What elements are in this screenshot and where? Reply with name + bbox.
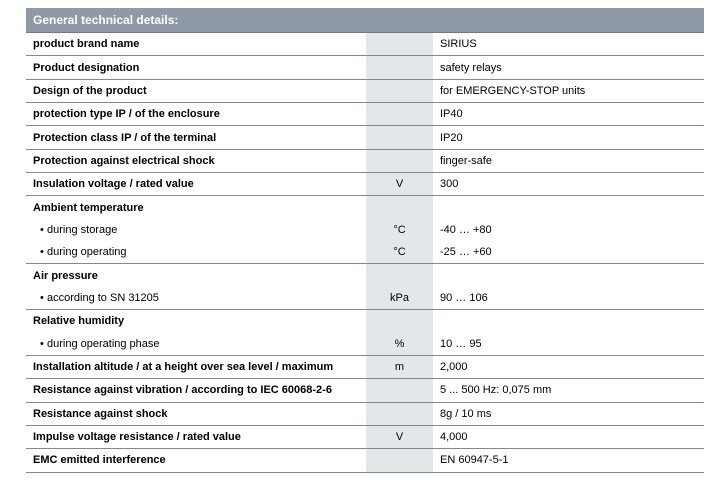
row-unit	[366, 310, 433, 333]
group-label: Relative humidity	[33, 315, 125, 328]
table-group-row	[26, 264, 704, 287]
row-label: Impulse voltage resistance / rated value	[26, 425, 366, 448]
row-label: Insulation voltage / rated value	[26, 173, 366, 196]
subrow-label: • during operating	[26, 241, 366, 264]
table-group-row	[26, 196, 704, 219]
table-subrow	[26, 332, 704, 355]
row-label: product brand name	[26, 33, 366, 56]
row-label: Resistance against vibration / according to IEC 60068-2-6	[26, 379, 366, 402]
table-row	[26, 402, 704, 425]
row-value: IP40	[433, 103, 704, 126]
row-label: Protection against electrical shock	[26, 149, 366, 172]
bullet-icon: •	[40, 223, 44, 236]
row-unit	[366, 449, 433, 472]
technical-details-table	[26, 33, 704, 473]
table-row	[26, 173, 704, 196]
row-label: Product designation	[26, 56, 366, 79]
table-subrow	[26, 287, 704, 310]
row-value: SIRIUS	[433, 33, 704, 56]
row-unit: m	[366, 355, 433, 378]
row-label: Installation altitude / at a height over sea level / maximum	[26, 355, 366, 378]
row-value: 2,000	[433, 355, 704, 378]
table-subrow	[26, 219, 704, 241]
row-value	[433, 264, 704, 287]
group-label: Ambient temperature	[33, 201, 144, 214]
row-unit	[366, 379, 433, 402]
row-unit: V	[366, 173, 433, 196]
table-row	[26, 103, 704, 126]
row-unit: °C	[366, 219, 433, 241]
table-row	[26, 33, 704, 56]
row-unit: V	[366, 425, 433, 448]
row-label: EMC emitted interference	[26, 449, 366, 472]
row-label: Design of the product	[26, 79, 366, 102]
table-row	[26, 79, 704, 102]
row-unit	[366, 196, 433, 219]
row-unit	[366, 402, 433, 425]
table-subrow	[26, 241, 704, 264]
row-value: EN 60947-5-1	[433, 449, 704, 472]
subrow-label: • during operating phase	[26, 332, 366, 355]
row-value: 10 … 95	[433, 332, 704, 355]
table-row	[26, 379, 704, 402]
table-row	[26, 449, 704, 472]
table-row	[26, 425, 704, 448]
table-row	[26, 149, 704, 172]
row-value: -25 … +60	[433, 241, 704, 264]
row-value	[433, 310, 704, 333]
table-row	[26, 126, 704, 149]
subrow-label: • during storage	[40, 223, 118, 236]
row-value: IP20	[433, 126, 704, 149]
table-group-row	[26, 310, 704, 333]
row-unit	[366, 56, 433, 79]
row-value	[433, 196, 704, 219]
row-unit: kPa	[366, 287, 433, 310]
row-label: Resistance against shock	[26, 402, 366, 425]
row-value: 8g / 10 ms	[433, 402, 704, 425]
row-value: for EMERGENCY-STOP units	[433, 79, 704, 102]
row-value: 90 … 106	[433, 287, 704, 310]
bullet-icon: •	[40, 291, 44, 304]
row-unit	[366, 264, 433, 287]
row-unit	[366, 79, 433, 102]
row-unit	[366, 149, 433, 172]
row-label: Protection class IP / of the terminal	[26, 126, 366, 149]
bullet-icon: •	[40, 246, 44, 259]
row-value: -40 … +80	[440, 223, 492, 236]
row-label: protection type IP / of the enclosure	[26, 103, 366, 126]
section-header: General technical details:	[26, 8, 704, 33]
row-value: 5 ... 500 Hz: 0,075 mm	[433, 379, 704, 402]
subrow-label: • according to SN 31205	[26, 287, 366, 310]
row-value: 300	[433, 173, 704, 196]
row-unit	[366, 103, 433, 126]
group-label: Air pressure	[33, 269, 98, 282]
row-unit: °C	[366, 241, 433, 264]
row-value: finger-safe	[433, 149, 704, 172]
row-unit	[366, 33, 433, 56]
table-row	[26, 56, 704, 79]
row-unit	[366, 126, 433, 149]
bullet-icon: •	[40, 337, 44, 350]
row-value: safety relays	[433, 56, 704, 79]
technical-details-sheet	[26, 8, 704, 473]
table-row	[26, 355, 704, 378]
row-unit: %	[366, 332, 433, 355]
row-value: 4,000	[433, 425, 704, 448]
